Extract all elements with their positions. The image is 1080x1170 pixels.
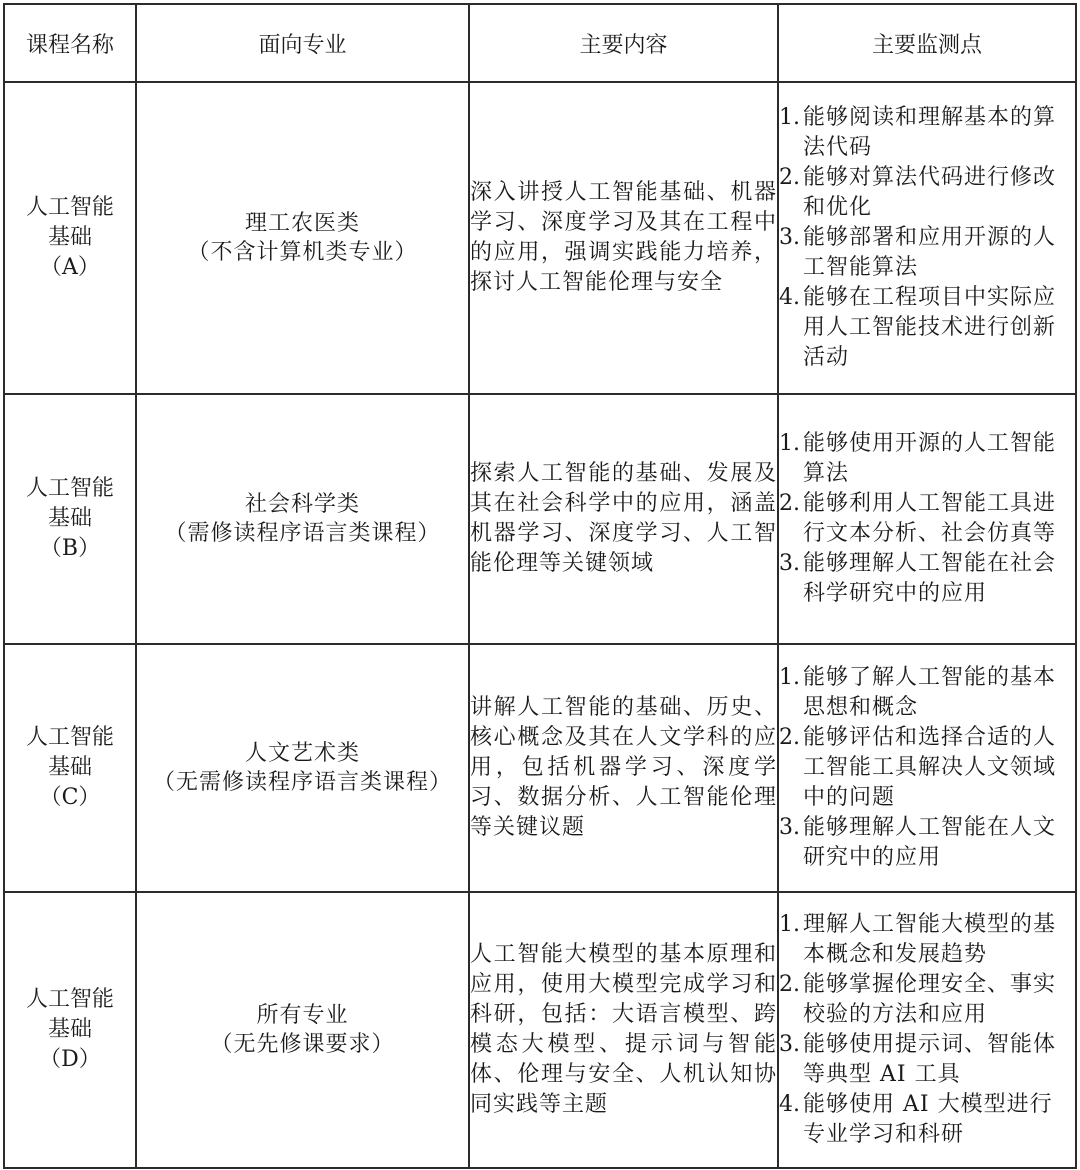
point-number: 2. <box>779 972 800 997</box>
monitor-point <box>779 910 1075 970</box>
monitor-point <box>779 549 1075 609</box>
monitor-point <box>779 813 1075 873</box>
point-number: 2. <box>779 491 800 516</box>
point-number: 1. <box>779 912 800 937</box>
monitor-points-cell <box>778 892 1076 1168</box>
major-line: 所有专业 <box>256 1003 349 1028</box>
monitor-point <box>779 163 1075 223</box>
major-line: 人文艺术类 <box>244 741 360 766</box>
course-name-cell <box>4 394 136 644</box>
major-line: 社会科学类 <box>244 492 360 517</box>
monitor-point <box>779 429 1075 489</box>
course-name-line: 基础 <box>47 1017 92 1042</box>
major-line: （不含计算机类专业） <box>187 240 418 265</box>
course-name-line: 人工智能 <box>25 476 114 501</box>
point-text: 能够利用人工智能工具进行文本分析、社会仿真等 <box>803 491 1057 546</box>
course-name-line: 人工智能 <box>25 987 114 1012</box>
major-cell <box>136 82 469 394</box>
point-text: 能够在工程项目中实际应用人工智能技术进行创新活动 <box>803 285 1057 370</box>
major-line: （需修读程序语言类课程） <box>164 521 441 546</box>
point-number: 1. <box>779 105 800 130</box>
content-cell: 探索人工智能的基础、发展及其在社会科学中的应用，涵盖机器学习、深度学习、人工智能伦理等关键领域 <box>469 394 778 644</box>
course-name-line: （A） <box>40 255 100 280</box>
course-name-line: （C） <box>39 785 101 810</box>
header-content: 主要内容 <box>469 4 778 82</box>
monitor-point <box>779 103 1075 163</box>
major-cell <box>136 394 469 644</box>
point-text: 能够使用 AI 大模型进行专业学习和科研 <box>803 1092 1053 1147</box>
course-name-line: 人工智能 <box>25 725 114 750</box>
course-table <box>3 3 1077 1169</box>
course-name-line: 基础 <box>47 506 92 531</box>
point-number: 4. <box>779 285 800 310</box>
point-number: 3. <box>779 815 800 840</box>
point-text: 能够掌握伦理安全、事实校验的方法和应用 <box>803 972 1057 1027</box>
point-number: 2. <box>779 165 800 190</box>
table-row <box>4 82 1076 394</box>
point-number: 4. <box>779 1092 800 1117</box>
point-text: 能够理解人工智能在人文研究中的应用 <box>803 815 1057 870</box>
course-name-cell <box>4 82 136 394</box>
monitor-point <box>779 283 1075 373</box>
point-number: 3. <box>779 551 800 576</box>
point-number: 1. <box>779 665 800 690</box>
header-monitor-points: 主要监测点 <box>778 4 1076 82</box>
header-course-name: 课程名称 <box>4 4 136 82</box>
course-name-line: 人工智能 <box>25 195 114 220</box>
monitor-point <box>779 663 1075 723</box>
table-row <box>4 892 1076 1168</box>
monitor-point <box>779 723 1075 813</box>
point-text: 能够对算法代码进行修改和优化 <box>803 165 1057 220</box>
point-number: 3. <box>779 225 800 250</box>
major-cell <box>136 892 469 1168</box>
content-cell: 人工智能大模型的基本原理和应用，使用大模型完成学习和科研，包括：大语言模型、跨模态大模型、提示词与智能体、伦理与安全、人机认知协同实践等主题 <box>469 892 778 1168</box>
point-text: 能够了解人工智能的基本思想和概念 <box>803 665 1057 720</box>
point-text: 能够使用提示词、智能体等典型 AI 工具 <box>803 1032 1057 1087</box>
course-name-cell <box>4 892 136 1168</box>
content-cell: 深入讲授人工智能基础、机器学习、深度学习及其在工程中的应用，强调实践能力培养，探讨人工智能伦理与安全 <box>469 82 778 394</box>
course-name-line: 基础 <box>47 225 92 250</box>
monitor-points-cell <box>778 644 1076 892</box>
monitor-point <box>779 489 1075 549</box>
content-cell: 讲解人工智能的基础、历史、核心概念及其在人文学科的应用，包括机器学习、深度学习、数据分析、人工智能伦理等关键议题 <box>469 644 778 892</box>
course-name-cell <box>4 644 136 892</box>
monitor-points-cell <box>778 82 1076 394</box>
table-row <box>4 394 1076 644</box>
point-text: 能够部署和应用开源的人工智能算法 <box>803 225 1057 280</box>
course-name-line: （B） <box>39 536 101 561</box>
point-text: 能够阅读和理解基本的算法代码 <box>803 105 1057 160</box>
point-text: 能够理解人工智能在社会科学研究中的应用 <box>803 551 1057 606</box>
point-text: 能够使用开源的人工智能算法 <box>803 431 1057 486</box>
point-text: 理解人工智能大模型的基本概念和发展趋势 <box>803 912 1057 967</box>
point-number: 3. <box>779 1032 800 1057</box>
major-line: 理工农医类 <box>244 211 360 236</box>
table-row <box>4 644 1076 892</box>
monitor-points-cell <box>778 394 1076 644</box>
point-text: 能够评估和选择合适的人工智能工具解决人文领域中的问题 <box>803 725 1057 810</box>
major-cell <box>136 644 469 892</box>
major-line: （无需修读程序语言类课程） <box>152 770 452 795</box>
point-number: 1. <box>779 431 800 456</box>
monitor-point <box>779 1030 1075 1090</box>
header-major: 面向专业 <box>136 4 469 82</box>
course-name-line: （D） <box>39 1047 101 1072</box>
monitor-point <box>779 223 1075 283</box>
point-number: 2. <box>779 725 800 750</box>
monitor-point <box>779 970 1075 1030</box>
monitor-point <box>779 1090 1075 1150</box>
major-line: （无先修课要求） <box>210 1032 395 1057</box>
header-row <box>4 4 1076 82</box>
course-name-line: 基础 <box>47 755 92 780</box>
